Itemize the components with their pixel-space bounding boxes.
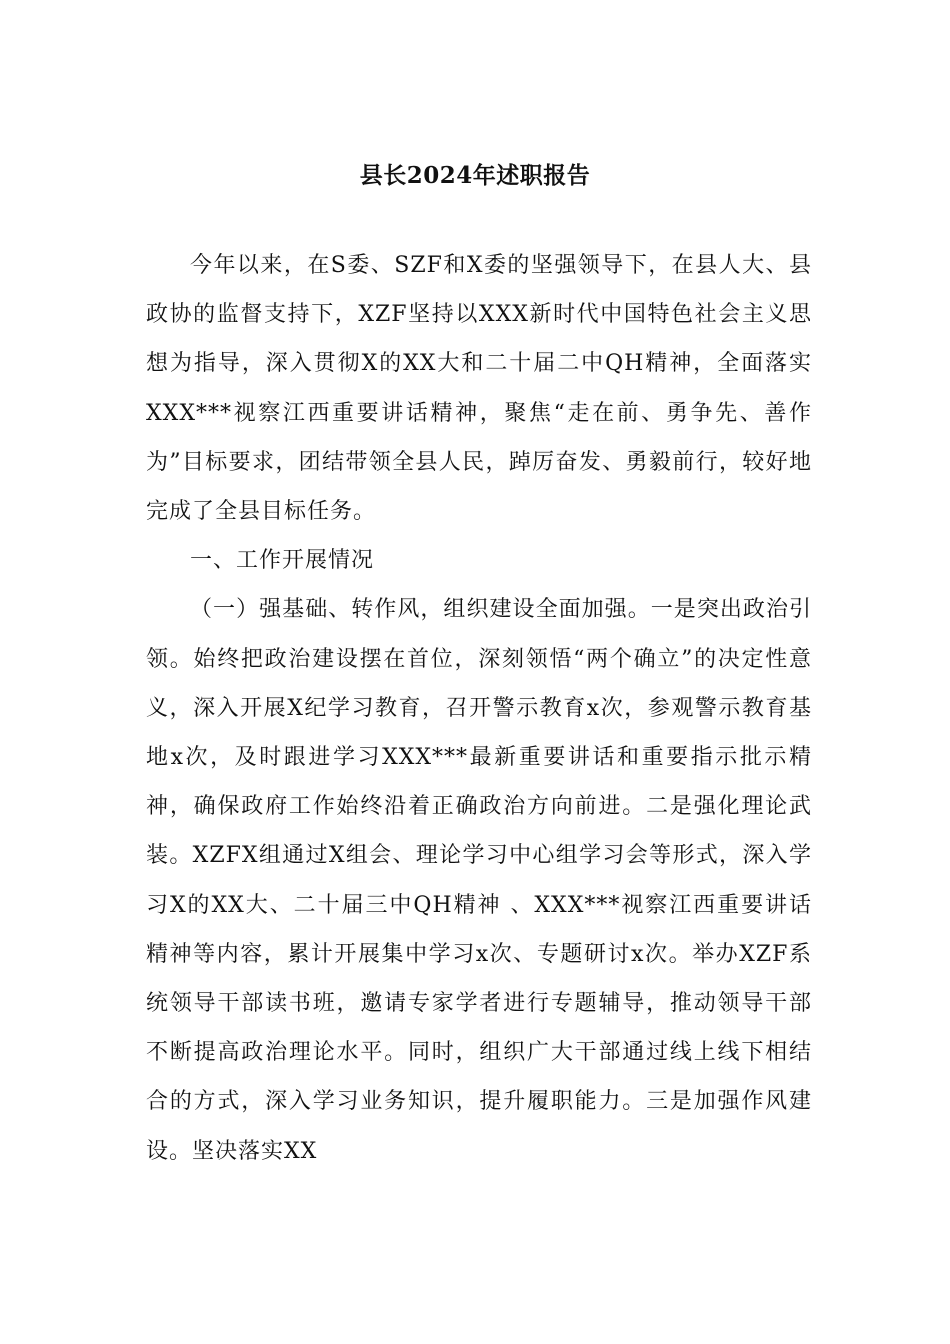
- intro-paragraph: 今年以来，在S委、SZF和X委的坚强领导下，在县人大、县政协的监督支持下，XZF坚持以XXX新时代中国特色社会主义思想为指导，深入贯彻X的XX大和二十届二中QH精神，全面落实XXX***视察江西重要讲话精神，聚焦“走在前、勇争先、善作为”目标要求，团结带领全县人民，踔厉奋发、勇毅前行，较好地完成了全县目标任务。: [146, 253, 812, 525]
- document-body: [146, 241, 812, 1176]
- section-heading: 一、工作开展情况: [190, 548, 375, 574]
- document-title: 县长2024年述职报告: [359, 162, 591, 189]
- subsection-paragraph: （一）强基础、转作风，组织建设全面加强。一是突出政治引领。始终把政治建设摆在首位，深刻领悟“两个确立”的决定性意义，深入开展X纪学习教育，召开警示教育x次，参观警示教育基地x次，及时跟进学习XXX***最新重要讲话和重要指示批示精神，确保政府工作始终沿着正确政治方向前进。二是强化理论武装。XZFX组通过X组会、理论学习中心组学习会等形式，深入学习X的XX大、二十届三中QH精神 、XXX***视察江西重要讲话精神等内容，累计开展集中学习x次、专题研讨x次。举办XZF系统领导干部读书班，邀请专家学者进行专题辅导，推动领导干部不断提高政治理论水平。同时，组织广大干部通过线上线下相结合的方式，深入学习业务知识，提升履职能力。三是加强作风建设。坚决落实XX: [146, 597, 812, 1164]
